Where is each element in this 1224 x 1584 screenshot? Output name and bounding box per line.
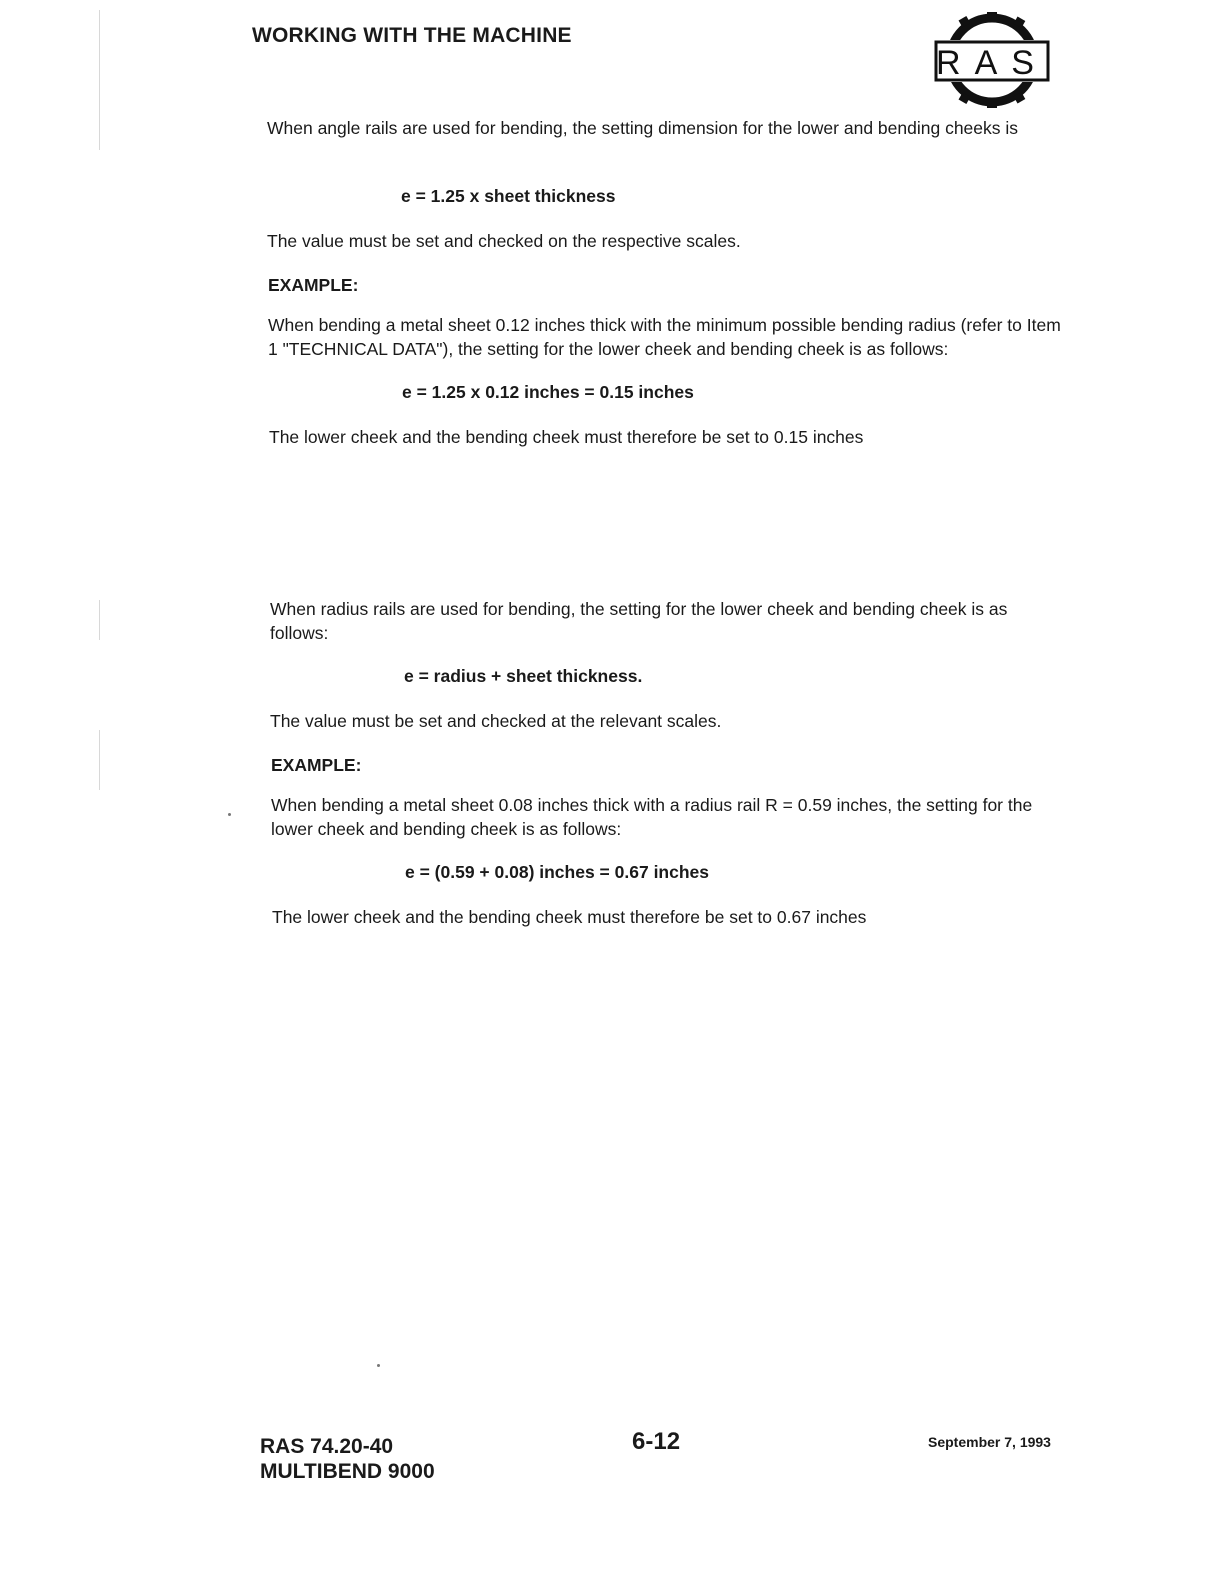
- radius-example-formula: e = (0.59 + 0.08) inches = 0.67 inches: [405, 862, 710, 882]
- ras-logo: [930, 12, 1054, 108]
- radius-example-text: When bending a metal sheet 0.08 inches thick with a radius rail R = 0.59 inches, the setting for the lower cheek and bending cheek is as follows:: [271, 795, 1033, 839]
- scan-margin-line: [99, 600, 100, 640]
- radius-rails-intro: When radius rails are used for bending, the setting for the lower cheek and bending cheek is as follows:: [270, 599, 1008, 643]
- radius-rails-check-note: The value must be set and checked at the relevant scales.: [270, 711, 722, 731]
- logo-text: RAS: [936, 44, 1048, 82]
- angle-rails-check-note: The value must be set and checked on the respective scales.: [267, 231, 741, 251]
- footer-date: September 7, 1993: [928, 1434, 1051, 1450]
- page-header-title: WORKING WITH THE MACHINE: [252, 24, 572, 47]
- angle-example-formula: e = 1.25 x 0.12 inches = 0.15 inches: [402, 382, 694, 402]
- angle-rails-intro: When angle rails are used for bending, the setting dimension for the lower and bending cheeks is: [267, 118, 1019, 138]
- radius-conclusion: The lower cheek and the bending cheek must therefore be set to 0.67 inches: [272, 907, 867, 927]
- angle-conclusion: The lower cheek and the bending cheek must therefore be set to 0.15 inches: [269, 427, 864, 447]
- footer-doc-info: [260, 1434, 435, 1484]
- scan-speck: [228, 813, 231, 816]
- footer-product: MULTIBEND 9000: [260, 1460, 435, 1483]
- scan-speck: [377, 1364, 380, 1367]
- radius-rails-formula: e = radius + sheet thickness.: [404, 666, 643, 686]
- scan-margin-line: [99, 730, 100, 790]
- footer-page-number: 6-12: [632, 1428, 681, 1455]
- radius-example-label: EXAMPLE:: [271, 755, 362, 775]
- footer-doc-number: RAS 74.20-40: [260, 1435, 394, 1458]
- angle-rails-formula: e = 1.25 x sheet thickness: [401, 186, 616, 206]
- angle-example-label: EXAMPLE:: [268, 275, 359, 295]
- scan-margin-line: [99, 10, 100, 150]
- angle-example-text: When bending a metal sheet 0.12 inches thick with the minimum possible bending radius (refer to Item 1 "TECHNICAL DATA"), the setting for the lower cheek and bending cheek is as follows:: [268, 315, 1061, 359]
